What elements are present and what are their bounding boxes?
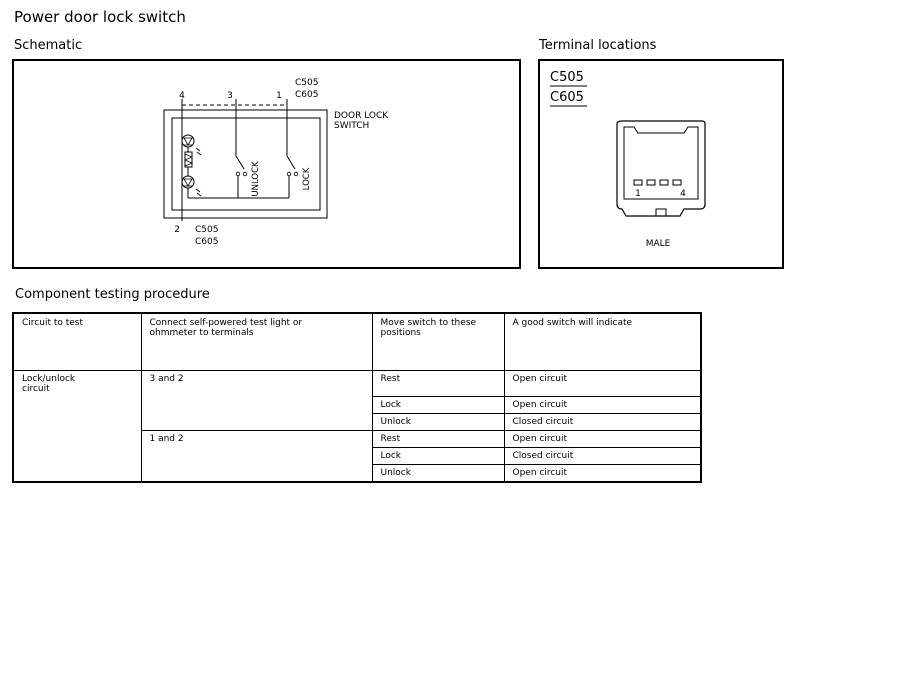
lock-contact — [287, 156, 295, 169]
result-cell: Open circuit — [504, 465, 701, 483]
terminals-cell: 3 and 2 — [141, 370, 372, 397]
switch-label-2: SWITCH — [334, 121, 370, 131]
circuit-cell: Lock/unlock circuit — [13, 370, 141, 397]
connector-b-label: C605 — [550, 90, 584, 105]
unlock-label: UNLOCK — [251, 161, 261, 197]
position-cell: Unlock — [372, 414, 504, 431]
connector-bottom-label-2: C605 — [195, 237, 219, 247]
table-row — [13, 370, 701, 397]
pin-cavity-2 — [647, 180, 655, 185]
connector-outline — [617, 121, 705, 216]
header-circuit: Circuit to test — [13, 313, 141, 370]
procedure-header-row — [13, 313, 701, 370]
schematic-panel — [12, 59, 521, 269]
lock-label: LOCK — [302, 167, 312, 191]
procedure-table — [12, 312, 702, 483]
pin-cavity-1 — [634, 180, 642, 185]
unlock-contact — [236, 156, 244, 169]
header-indication: A good switch will indicate — [504, 313, 701, 370]
table-row — [13, 448, 701, 465]
terminal-panel — [538, 59, 784, 269]
switch-housing-outer — [164, 110, 327, 218]
switch-label-1: DOOR LOCK — [334, 111, 389, 121]
position-cell: Lock — [372, 397, 504, 414]
pin-2-label: 2 — [174, 225, 180, 235]
result-cell: Open circuit — [504, 431, 701, 448]
header-connect: Connect self-powered test light or ohmmeter to terminals — [141, 313, 372, 370]
position-cell: Rest — [372, 370, 504, 397]
connector-top-label-1: C505 — [295, 78, 319, 88]
pin-1-label: 1 — [276, 91, 282, 101]
gender-label: MALE — [645, 239, 671, 249]
pin-3-label: 3 — [227, 91, 233, 101]
pin-1-number: 1 — [635, 189, 641, 199]
pin-4-number: 4 — [680, 189, 686, 199]
position-cell: Unlock — [372, 465, 504, 483]
schematic-diagram — [14, 61, 519, 267]
result-cell: Closed circuit — [504, 414, 701, 431]
terminal-locations-title: Terminal locations — [539, 38, 657, 53]
position-cell: Rest — [372, 431, 504, 448]
table-row — [13, 397, 701, 414]
result-cell: Open circuit — [504, 370, 701, 397]
connector-bottom-label-1: C505 — [195, 225, 219, 235]
page-title: Power door lock switch — [14, 8, 186, 26]
connector-top-label-2: C605 — [295, 90, 319, 100]
pin-cavity-3 — [660, 180, 668, 185]
terminals-cell: 1 and 2 — [141, 431, 372, 448]
result-cell: Open circuit — [504, 397, 701, 414]
connector-face-diagram — [540, 61, 782, 267]
switch-housing-inner — [172, 118, 320, 210]
connector-a-label: C505 — [550, 70, 584, 85]
table-row — [13, 431, 701, 448]
table-row — [13, 414, 701, 431]
procedure-title: Component testing procedure — [15, 287, 210, 302]
pin-cavity-4 — [673, 180, 681, 185]
pin-4-label: 4 — [179, 91, 185, 101]
result-cell: Closed circuit — [504, 448, 701, 465]
position-cell: Lock — [372, 448, 504, 465]
schematic-title: Schematic — [14, 38, 83, 53]
header-positions: Move switch to these positions — [372, 313, 504, 370]
table-row — [13, 465, 701, 483]
